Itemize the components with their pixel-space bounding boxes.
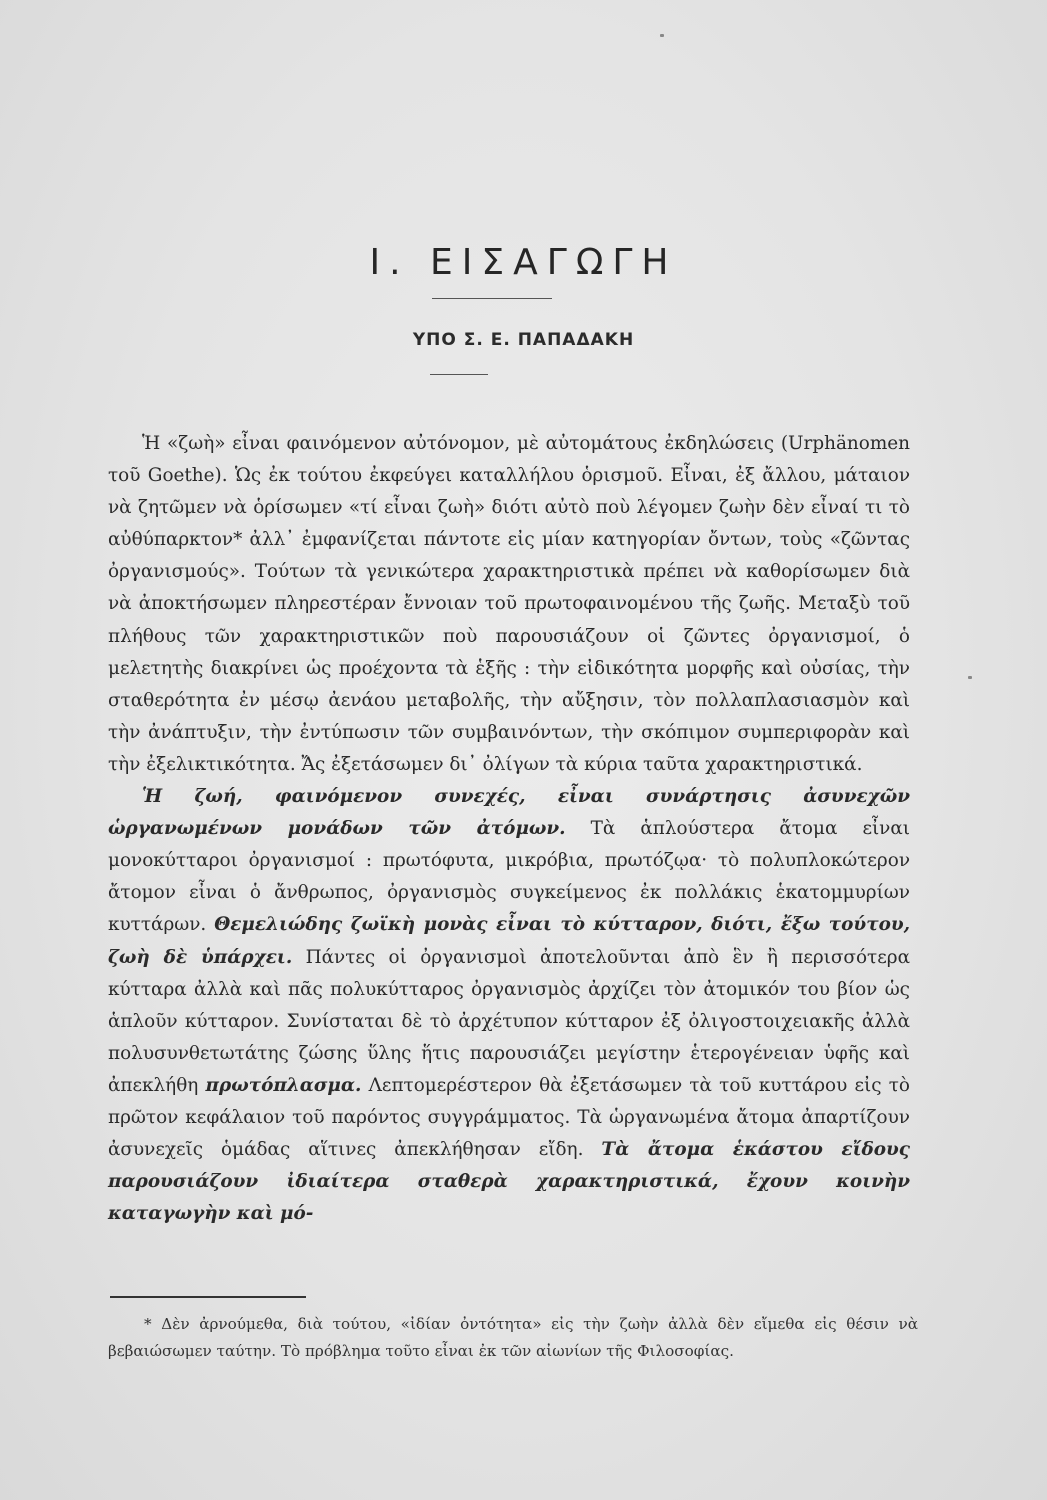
body-text [108, 428, 910, 1230]
print-speck [968, 676, 972, 679]
footnote-divider [110, 1296, 306, 1298]
chapter-title: I. ΕΙΣΑΓΩΓΗ [369, 242, 678, 283]
text-segment: Πάντες οἱ ὀργανισμοὶ ἀποτελοῦνται ἀπὸ ἓν ἢ περισσότερα κύτταρα ἀλλὰ καὶ πᾶς πολυκύτταρος ὀργανισμὸς ἀρχίζει τὸν ἀτομικόν του βίον ὡς ἁπλοῦν κύτταρον. Συνίσταται δὲ τὸ ἀρχέτυπον κύτταρον ἐξ ὀλιγοστοιχειακῆς ἀλλὰ πολυσυνθετωτάτης ζώσης ὕλης ἥτις παρουσιάζει μεγίστην ἑτερογένειαν ὑφῆς καὶ ἀπεκλήθη [108, 946, 910, 1096]
paragraph-1 [108, 428, 910, 781]
emphasis-segment: Τὰ ἄτομα ἑκάστου εἴδους παρουσιάζουν ἰδιαίτερα σταθερὰ χαρακτηριστικά, ἔχουν κοινὴν καταγωγὴν καὶ μό- [108, 1139, 910, 1225]
title-divider [432, 298, 552, 299]
text-segment: Ἡ «ζωὴ» εἶναι φαινόμενον αὐτόνομον, μὲ αὐτομάτους ἐκδηλώσεις (Urphänomen τοῦ Goethe). Ὡς ἐκ τούτου ἐκφεύγει καταλλήλου ὁρισμοῦ. Εἶναι, ἐξ ἄλλου, μάταιον νὰ ζητῶμεν νὰ ὁρίσωμεν «τί εἶναι ζωὴ» διότι αὐτὸ ποὺ λέγομεν ζωὴν δὲν εἶναί τι τὸ αὐθύπαρκτον* ἀλλ᾽ ἐμφανίζεται πάντοτε εἰς μίαν κατηγορίαν ὄντων, τοὺς «ζῶντας ὀργανισμούς». Τούτων τὰ γενικώτερα χαρακτηριστικὰ πρέπει νὰ καθορίσωμεν διὰ νὰ ἀποκτήσωμεν πληρεστέραν ἔννοιαν τοῦ πρωτοφαινομένου τῆς ζωῆς. Μεταξὺ τοῦ πλήθους τῶν χαρακτηριστικῶν ποὺ παρουσιάζουν οἱ ζῶντες ὀργανισμοί, ὁ μελετητὴς διακρίνει ὡς προέχοντα τὰ ἑξῆς : τὴν εἰδικότητα μορφῆς καὶ οὐσίας, τὴν σταθερότητα ἐν μέσῳ ἀενάου μεταβολῆς, τὴν αὔξησιν, τὸν πολλαπλασιασμὸν καὶ τὴν ἀνάπτυξιν, τὴν ἐντύπωσιν τῶν συμβαινόντων, τὴν σκόπιμον συμπεριφορὰν καὶ τὴν ἐξελικτικότητα. Ἄς ἐξετάσωμεν δι᾽ ὀλίγων τὰ κύρια ταῦτα χαρακτηριστικά. [108, 433, 910, 775]
emphasis-segment: Ἡ ζωή, φαινόμενον συνεχές, εἶναι συνάρτησις ἀσυνεχῶν ὡργανωμένων μονάδων τῶν ἀτόμων. [108, 786, 910, 840]
emphasis-segment: Θεμελιώδης ζωϊκὴ μονὰς εἶναι τὸ κύτταρον, διότι, ἔξω τούτου, ζωὴ δὲ ὑπάρχει. [108, 914, 910, 968]
author-divider [430, 374, 488, 375]
text-segment: Τὰ ἁπλούστερα ἄτομα εἶναι μονοκύτταροι ὀργανισμοί : πρωτόφυτα, μικρόβια, πρωτόζῳα· τὸ πολυπλοκώτερον ἄτομον εἶναι ὁ ἄνθρωπος, ὀργανισμὸς συγκείμενος ἐκ πολλάκις ἑκατομμυρίων κυττάρων. [108, 818, 910, 936]
footnote: * Δὲν ἀρνούμεθα, διὰ τούτου, «ἰδίαν ὀντότητα» εἰς τὴν ζωὴν ἀλλὰ δὲν εἴμεθα εἰς θέσιν νὰ βεβαιώσωμεν ταύτην. Τὸ πρόβλημα τοῦτο εἶναι ἐκ τῶν αἰωνίων τῆς Φιλοσοφίας. [108, 1315, 918, 1360]
paragraph-2 [108, 781, 910, 1230]
author-line: ΥΠΟ Σ. Ε. ΠΑΠΑΔΑΚΗ [412, 330, 635, 350]
emphasis-segment: πρωτόπλασμα. [205, 1074, 362, 1096]
text-segment: Λεπτομερέστερον θὰ ἐξετάσωμεν τὰ τοῦ κυττάρου εἰς τὸ πρῶτον κεφάλαιον τοῦ παρόντος συγγράμματος. Τὰ ὡργανωμένα ἄτομα ἀπαρτίζουν ἀσυνεχεῖς ὁμάδας αἵτινες ἀπεκλήθησαν εἴδη. [108, 1074, 910, 1161]
print-speck [660, 34, 664, 37]
